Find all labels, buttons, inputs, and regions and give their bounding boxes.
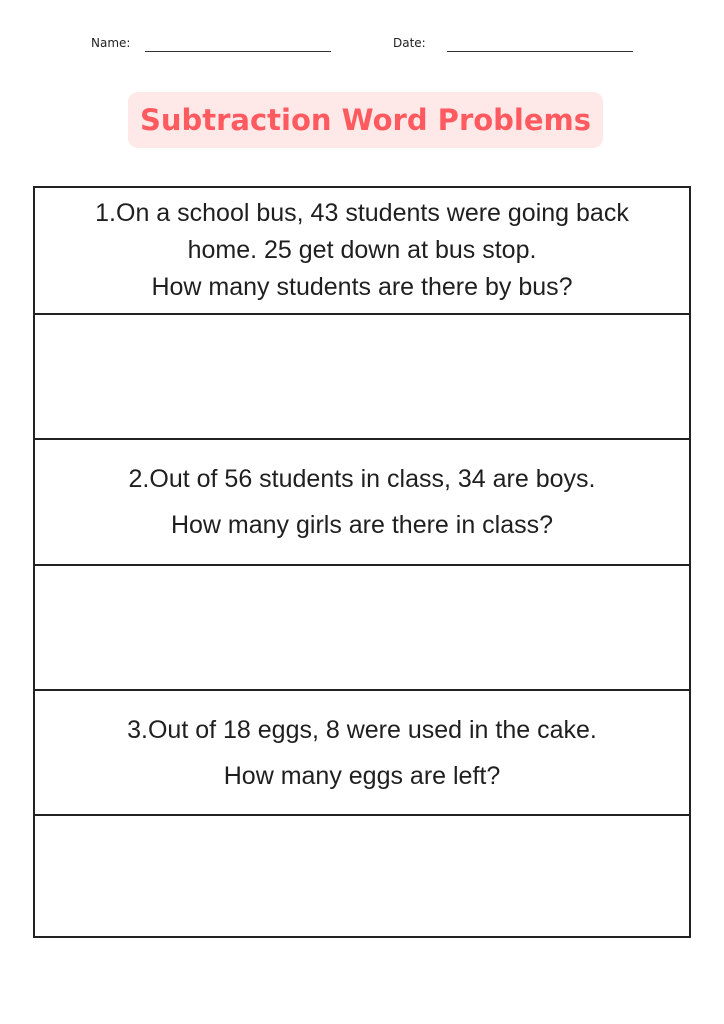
student-info-row bbox=[0, 36, 724, 56]
question-1-line-2: home. 25 get down at bus stop. bbox=[187, 236, 537, 264]
question-cell-2 bbox=[35, 438, 689, 564]
answer-cell-3[interactable] bbox=[35, 814, 689, 936]
question-1-line-1: 1.On a school bus, 43 students were going back bbox=[95, 199, 629, 227]
question-3-line-2: How many eggs are left? bbox=[223, 761, 501, 790]
date-field[interactable] bbox=[447, 51, 633, 52]
question-2-line-1: 2.Out of 56 students in class, 34 are boys. bbox=[128, 465, 596, 493]
question-1-line-3: How many students are there by bus? bbox=[151, 273, 573, 301]
question-2-line-2: How many girls are there in class? bbox=[170, 511, 554, 539]
worksheet-table bbox=[33, 186, 691, 938]
name-field[interactable] bbox=[145, 51, 331, 52]
question-3-line-1: 3.Out of 18 eggs, 8 were used in the cake. bbox=[127, 715, 597, 744]
name-label: Name: bbox=[91, 36, 131, 50]
question-cell-3 bbox=[35, 689, 689, 814]
page-title: Subtraction Word Problems bbox=[139, 103, 592, 137]
answer-cell-2[interactable] bbox=[35, 564, 689, 689]
date-label: Date: bbox=[393, 36, 426, 50]
answer-cell-1[interactable] bbox=[35, 313, 689, 438]
title-banner bbox=[128, 92, 603, 148]
question-cell-1 bbox=[35, 188, 689, 313]
